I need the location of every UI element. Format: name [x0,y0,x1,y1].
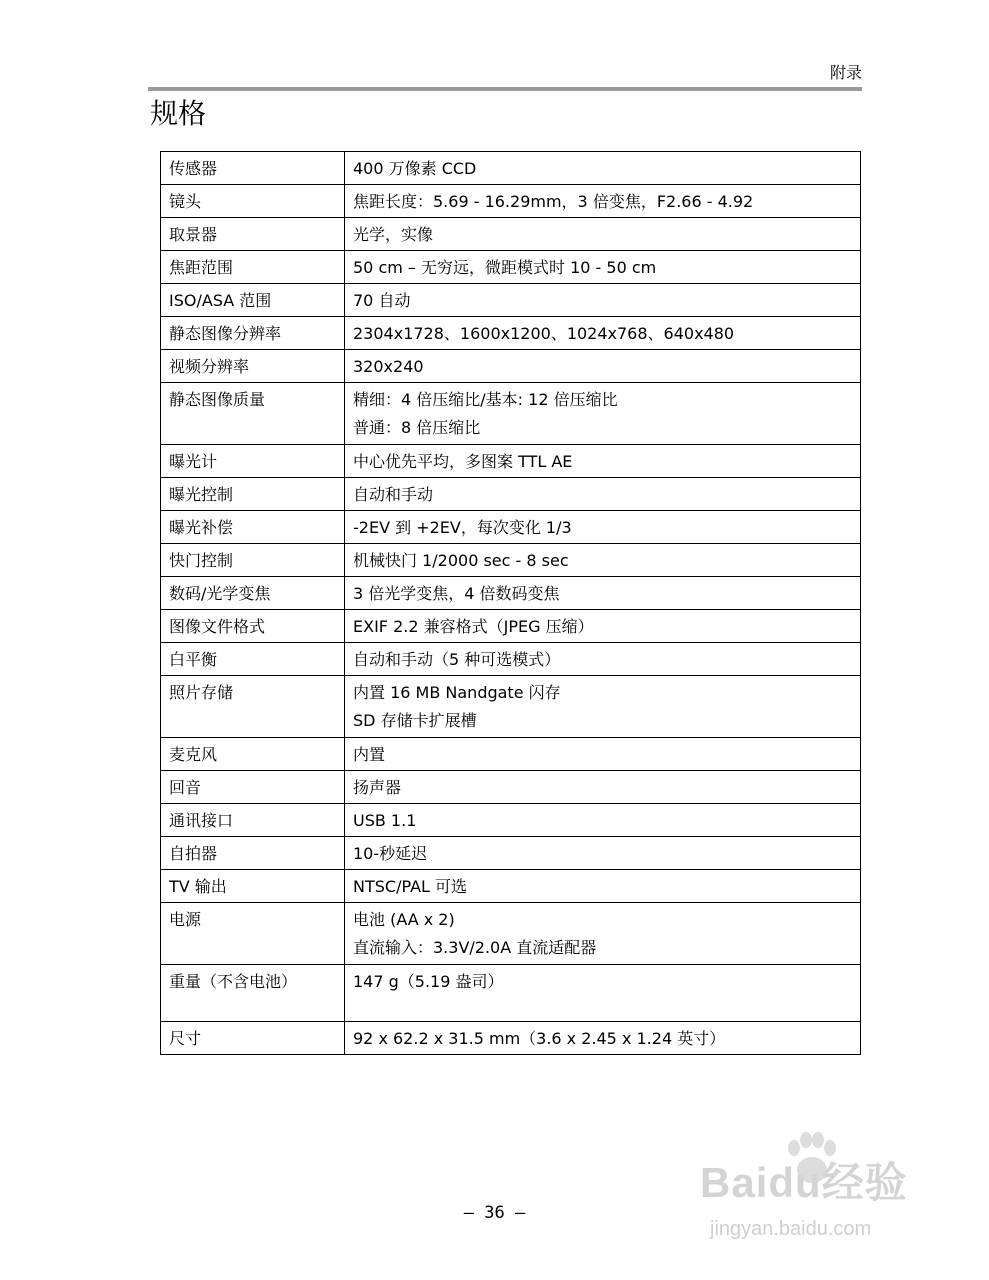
spec-value-line: 内置 16 MB Nandgate 闪存 [353,683,561,702]
spec-label: 曝光计 [161,445,345,478]
spec-value [345,870,861,903]
table-row [161,903,861,965]
table-row [161,511,861,544]
table-row [161,1022,861,1055]
spec-value-line: 直流输入：3.3V/2.0A 直流适配器 [353,938,597,957]
table-row [161,445,861,478]
spec-label: 照片存储 [161,676,345,738]
table-row [161,383,861,445]
spec-label: 尺寸 [161,1022,345,1055]
spec-value-line: NTSC/PAL 可选 [353,877,468,896]
spec-value [345,478,861,511]
table-row [161,610,861,643]
spec-value [345,511,861,544]
spec-value-line: 自动和手动 [353,485,434,504]
watermark-brand: Baidu经验 [700,1159,908,1206]
spec-value [345,251,861,284]
spec-value-line: 自动和手动（5 种可选模式） [353,650,561,669]
spec-table [160,151,861,1055]
spec-value-line: 机械快门 1/2000 sec - 8 sec [353,551,569,570]
spec-value [345,445,861,478]
spec-value [345,965,861,1022]
spec-value-line: 400 万像素 CCD [353,159,477,178]
spec-label: 曝光补偿 [161,511,345,544]
spec-value [345,837,861,870]
spec-value [345,738,861,771]
spec-label: 视频分辨率 [161,350,345,383]
spec-value-line: 精细：4 倍压缩比/基本: 12 倍压缩比 [353,390,618,409]
spec-label: 自拍器 [161,837,345,870]
table-row [161,284,861,317]
spec-value-line: 10-秒延迟 [353,844,428,863]
spec-value [345,804,861,837]
table-row [161,478,861,511]
spec-value-line: USB 1.1 [353,811,417,830]
spec-value-line: 50 cm – 无穷远，微距模式时 10 - 50 cm [353,258,657,277]
spec-value [345,185,861,218]
table-row [161,251,861,284]
spec-value [345,317,861,350]
spec-label: 重量（不含电池） [161,965,345,1022]
spec-value-line: 92 x 62.2 x 31.5 mm（3.6 x 2.45 x 1.24 英寸） [353,1029,726,1048]
spec-value-line: 内置 [353,745,386,764]
spec-value [345,643,861,676]
spec-label: 焦距范围 [161,251,345,284]
spec-value-line: 320x240 [353,357,424,376]
spec-value [345,383,861,445]
section-header: 附录 [829,63,862,82]
watermark-url: jingyan.baidu.com [710,1218,872,1240]
spec-value-line: 70 自动 [353,291,411,310]
page-number: – 36 – [463,1203,526,1223]
table-row [161,870,861,903]
spec-label: 曝光控制 [161,478,345,511]
table-row [161,965,861,1022]
spec-label: 麦克风 [161,738,345,771]
spec-label: 数码/光学变焦 [161,577,345,610]
table-row [161,185,861,218]
spec-label: 快门控制 [161,544,345,577]
spec-label: TV 输出 [161,870,345,903]
spec-value-line: 中心优先平均，多图案 TTL AE [353,452,573,471]
spec-value [345,577,861,610]
spec-value-line: 扬声器 [353,778,402,797]
spec-value [345,544,861,577]
spec-label: 取景器 [161,218,345,251]
table-row [161,577,861,610]
table-row [161,643,861,676]
table-row [161,771,861,804]
spec-value [345,152,861,185]
spec-label: 电源 [161,903,345,965]
table-row [161,317,861,350]
spec-label: 白平衡 [161,643,345,676]
table-row [161,152,861,185]
table-row [161,218,861,251]
spec-value [345,218,861,251]
spec-value-line: 焦距长度：5.69 - 16.29mm，3 倍变焦，F2.66 - 4.92 [353,192,754,211]
spec-label: 回音 [161,771,345,804]
table-row [161,676,861,738]
table-row [161,804,861,837]
spec-value-line: EXIF 2.2 兼容格式（JPEG 压缩） [353,617,594,636]
spec-value [345,610,861,643]
spec-value-line: 普通：8 倍压缩比 [353,418,481,437]
spec-label: 传感器 [161,152,345,185]
spec-value [345,903,861,965]
spec-value [345,676,861,738]
spec-value [345,1022,861,1055]
spec-value-line: 3 倍光学变焦，4 倍数码变焦 [353,584,560,603]
spec-label: 通讯接口 [161,804,345,837]
table-row [161,544,861,577]
spec-value-line: 电池 (AA x 2) [353,910,455,929]
spec-label: 图像文件格式 [161,610,345,643]
header-rule [148,87,862,91]
table-row [161,837,861,870]
table-row [161,738,861,771]
spec-label: 静态图像质量 [161,383,345,445]
spec-value-line: 光学，实像 [353,225,434,244]
spec-value-line: SD 存储卡扩展槽 [353,711,477,730]
spec-value-line: 147 g（5.19 盎司） [353,972,504,991]
spec-label: ISO/ASA 范围 [161,284,345,317]
spec-value-line: -2EV 到 +2EV，每次变化 1/3 [353,518,572,537]
spec-label: 镜头 [161,185,345,218]
table-row [161,350,861,383]
spec-label: 静态图像分辨率 [161,317,345,350]
watermark [700,1130,940,1260]
spec-value [345,284,861,317]
page-title: 规格 [150,97,207,130]
spec-value [345,350,861,383]
spec-value-line: 2304x1728、1600x1200、1024x768、640x480 [353,324,735,343]
spec-value [345,771,861,804]
